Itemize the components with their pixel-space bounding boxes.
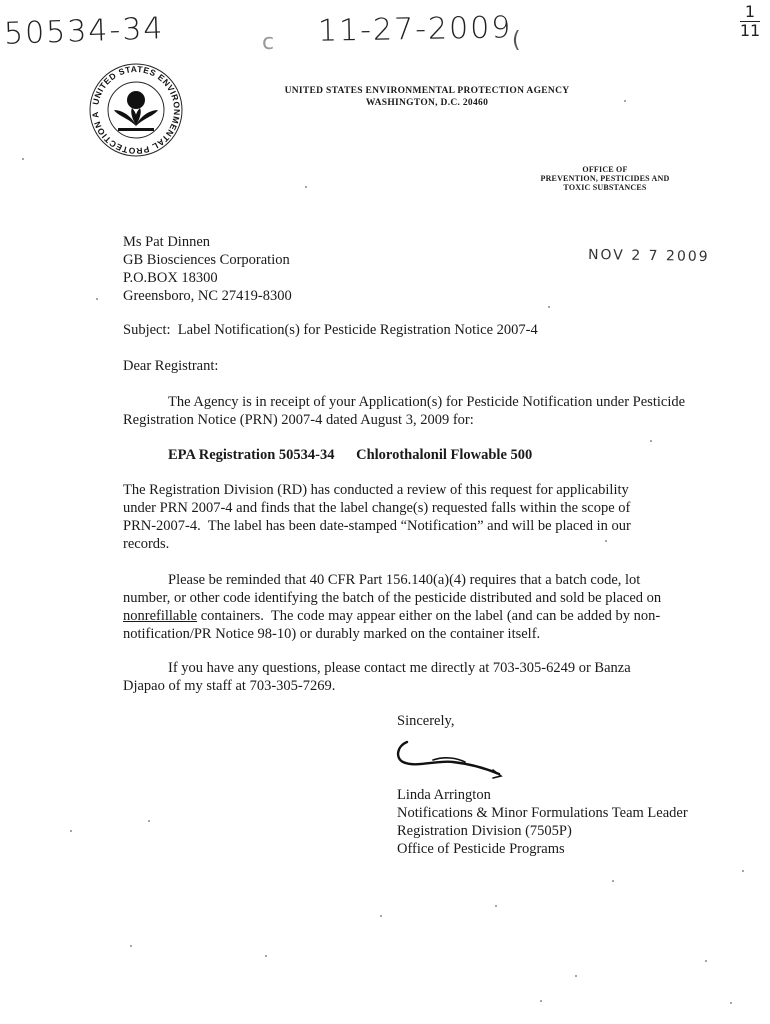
signer-office: Office of Pesticide Programs (397, 841, 565, 857)
recipient-address (123, 233, 292, 305)
signer-division: Registration Division (7505P) (397, 823, 572, 839)
scan-speck (650, 440, 652, 442)
fraction-denominator: 11 (739, 21, 761, 40)
scan-speck (265, 955, 267, 957)
scan-speck (705, 960, 707, 962)
handwritten-mark: ( (512, 28, 521, 53)
scan-speck (605, 540, 607, 542)
signature-graphic (393, 734, 513, 782)
scan-speck (130, 945, 132, 947)
signature (393, 734, 513, 782)
closing: Sincerely, (397, 713, 455, 729)
registration-line (168, 446, 532, 464)
salutation: Dear Registrant: (123, 358, 219, 374)
paragraph-review: The Registration Division (RD) has conducted a review of this request for applicability under PRN 2007-4 and finds that the label change(s) requested falls within the scope of PRN-2007-4. The label has been date-stamped “Notification” and will be placed in our records. (123, 482, 635, 552)
scan-speck (148, 820, 150, 822)
scan-speck (22, 158, 24, 160)
agency-address: WASHINGTON, D.C. 20460 (365, 98, 489, 108)
recipient-po-box: P.O.BOX 18300 (123, 270, 218, 286)
paragraph-batch-code (123, 571, 688, 643)
handwritten-mark: c (262, 30, 275, 55)
epa-seal-graphic (88, 62, 184, 158)
agency-name: UNITED STATES ENVIRONMENTAL PROTECTION AGENCY (284, 86, 570, 96)
batch-code-text-end: containers. The code may appear either on the label (and can be added by non-notification/PR Notice 98-10) or durably marked on the container itself. (123, 608, 661, 642)
office-line-1: OFFICE OF (582, 165, 628, 174)
fraction-numerator: 1 (744, 2, 756, 21)
recipient-company: GB Biosciences Corporation (123, 252, 290, 268)
handwritten-file-number: 50534-34 (3, 11, 165, 52)
scan-speck (540, 1000, 542, 1002)
signer-title: Notifications & Minor Formulations Team Leader (397, 805, 688, 821)
registration-number: EPA Registration 50534-34 (168, 447, 335, 463)
epa-seal (88, 62, 184, 158)
office-line-3: TOXIC SUBSTANCES (563, 183, 647, 192)
recipient-name: Ms Pat Dinnen (123, 234, 210, 250)
recipient-city: Greensboro, NC 27419-8300 (123, 288, 292, 304)
registration-product: Chlorothalonil Flowable 500 (356, 447, 533, 463)
scan-speck (70, 830, 72, 832)
paragraph-receipt: The Agency is in receipt of your Application(s) for Pesticide Notification under Pesticide Registration Notice (PRN) 2007-4 dated August 3, 2009 for: (123, 394, 686, 428)
batch-code-text-start: Please be reminded that 40 CFR Part 156.140(a)(4) requires that a batch code, lot number, or other code identifying the batch of the pesticide distributed and sold be placed on (123, 572, 665, 606)
scan-speck (380, 915, 382, 917)
office-block (530, 165, 680, 192)
scan-speck (548, 306, 550, 308)
scan-speck (495, 905, 497, 907)
scan-speck (730, 1002, 732, 1004)
office-line-2: PREVENTION, PESTICIDES AND (540, 174, 670, 183)
scan-speck (96, 298, 98, 300)
nonrefillable-underlined: nonrefillable (123, 608, 198, 624)
signer-block (397, 786, 688, 858)
scan-speck (305, 186, 307, 188)
subject-line: Subject: Label Notification(s) for Pesticide Registration Notice 2007-4 (123, 322, 538, 338)
scan-speck (742, 870, 744, 872)
paragraph-contact: If you have any questions, please contact me directly at 703-305-6249 or Banza Djapao of my staff at 703-305-7269. (123, 660, 631, 694)
scan-speck (612, 880, 614, 882)
scan-speck (624, 100, 626, 102)
handwritten-date: 11-27-2009 (317, 10, 513, 49)
date-stamp: NOV 2 7 2009 (587, 246, 710, 266)
scan-speck (575, 975, 577, 977)
handwritten-page-fraction (738, 4, 762, 39)
signer-name: Linda Arrington (397, 787, 491, 803)
seal-text: UNITED STATES ENVIRONMENTAL PROTECTION A (89, 63, 183, 157)
